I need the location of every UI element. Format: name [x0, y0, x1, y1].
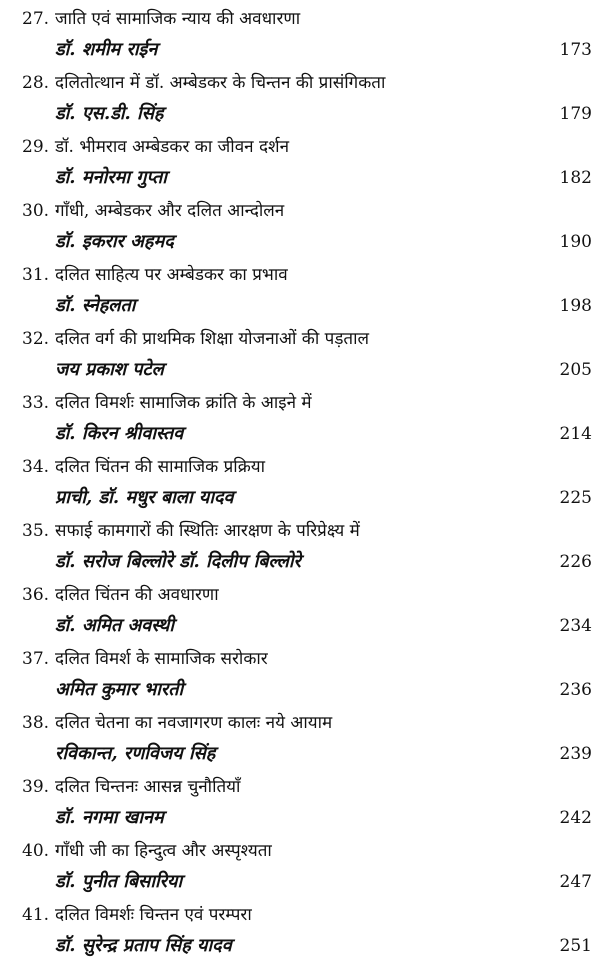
entry-number: 35. [22, 521, 50, 541]
entry-page-number: 247 [559, 872, 592, 892]
entry-author: डॉ. मनोरमा गुप्ता [55, 167, 167, 188]
toc-entry [0, 580, 600, 644]
entry-number: 40. [22, 841, 50, 861]
toc-entry [0, 708, 600, 772]
toc-entry [0, 516, 600, 580]
toc-entry [0, 452, 600, 516]
entry-page-number: 226 [559, 552, 592, 572]
entry-number: 28. [22, 73, 50, 93]
entry-number: 36. [22, 585, 50, 605]
entry-title-line [22, 132, 289, 162]
entry-title: दलित विमर्श के सामाजिक सरोकार [55, 649, 268, 669]
entry-title-line [22, 196, 284, 226]
entry-author: जय प्रकाश पटेल [55, 359, 164, 380]
entry-title: दलित चिन्तनः आसन्न चुनौतियाँ [55, 777, 241, 797]
entry-author: डॉ. नगमा खानम [55, 807, 164, 828]
toc-entry [0, 388, 600, 452]
entry-author: प्राची, डॉ. मधुर बाला यादव [55, 487, 234, 508]
entry-author: डॉ. एस.डी. सिंह [55, 103, 164, 124]
toc-entry [0, 4, 600, 68]
entry-title: दलित वर्ग की प्राथमिक शिक्षा योजनाओं की पड़ताल [55, 329, 370, 349]
entry-author: डॉ. स्नेहलता [55, 295, 136, 316]
entry-title: दलित विमर्शः चिन्तन एवं परम्परा [55, 905, 252, 925]
entry-title: दलित साहित्य पर अम्बेडकर का प्रभाव [55, 265, 288, 285]
entry-title-line [22, 772, 240, 802]
toc-entry [0, 900, 600, 964]
entry-number: 29. [22, 137, 50, 157]
toc-entry [0, 324, 600, 388]
toc-entry [0, 196, 600, 260]
toc-entry [0, 644, 600, 708]
entry-number: 38. [22, 713, 50, 733]
entry-title: गाँधी, अम्बेडकर और दलित आन्दोलन [55, 201, 285, 221]
entry-author: डॉ. किरन श्रीवास्तव [55, 423, 184, 444]
entry-author: डॉ. सरोज बिल्लोरे डॉ. दिलीप बिल्लोरे [55, 551, 301, 572]
entry-number: 34. [22, 457, 50, 477]
entry-page-number: 239 [559, 744, 592, 764]
entry-title-line [22, 388, 312, 418]
entry-author: डॉ. अमित अवस्थी [55, 615, 175, 636]
entry-number: 31. [22, 265, 50, 285]
entry-title-line [22, 644, 268, 674]
entry-title: सफाई कामगारों की स्थितिः आरक्षण के परिप्रेक्ष्य में [55, 521, 360, 541]
toc-entry [0, 260, 600, 324]
entry-number: 32. [22, 329, 50, 349]
entry-page-number: 198 [559, 296, 592, 316]
entry-title: डॉ. भीमराव अम्बेडकर का जीवन दर्शन [55, 137, 290, 157]
entry-title-line [22, 516, 360, 546]
entry-page-number: 236 [559, 680, 592, 700]
entry-page-number: 190 [559, 232, 592, 252]
entry-number: 27. [22, 9, 50, 29]
entry-page-number: 173 [559, 40, 592, 60]
entry-title-line [22, 68, 385, 98]
entry-title-line [22, 4, 300, 34]
entry-title-line [22, 452, 265, 482]
entry-author: रविकान्त, रणविजय सिंह [55, 743, 216, 764]
entry-number: 39. [22, 777, 50, 797]
entry-number: 30. [22, 201, 50, 221]
entry-title-line [22, 900, 252, 930]
entry-author: डॉ. शमीम राईन [55, 39, 158, 60]
entry-author: डॉ. इकरार अहमद [55, 231, 174, 252]
entry-title-line [22, 836, 272, 866]
entry-title-line [22, 260, 288, 290]
entry-author: अमित कुमार भारती [55, 679, 184, 700]
toc-entry [0, 836, 600, 900]
entry-page-number: 251 [559, 936, 592, 956]
entry-author: डॉ. सुरेन्द्र प्रताप सिंह यादव [55, 935, 232, 956]
entry-page-number: 205 [559, 360, 592, 380]
entry-page-number: 182 [559, 168, 592, 188]
entry-title: दलित चिंतन की अवधारणा [55, 585, 219, 605]
entry-title: दलित विमर्शः सामाजिक क्रांति के आइने में [55, 393, 312, 413]
entry-title: जाति एवं सामाजिक न्याय की अवधारणा [55, 9, 301, 29]
entry-title: दलित चेतना का नवजागरण कालः नये आयाम [55, 713, 333, 733]
entry-title: दलितोत्थान में डॉ. अम्बेडकर के चिन्तन की प्रासंगिकता [55, 73, 386, 93]
entry-title: गाँधी जी का हिन्दुत्व और अस्पृश्यता [55, 841, 272, 861]
entry-author: डॉ. पुनीत बिसारिया [55, 871, 183, 892]
entry-number: 41. [22, 905, 50, 925]
entry-number: 33. [22, 393, 50, 413]
entry-number: 37. [22, 649, 50, 669]
entry-title: दलित चिंतन की सामाजिक प्रक्रिया [55, 457, 266, 477]
entry-title-line [22, 708, 332, 738]
entry-title-line [22, 324, 369, 354]
entry-page-number: 225 [559, 488, 592, 508]
entry-title-line [22, 580, 219, 610]
entry-page-number: 242 [559, 808, 592, 828]
entry-page-number: 214 [559, 424, 592, 444]
entry-page-number: 234 [559, 616, 592, 636]
entry-page-number: 179 [559, 104, 592, 124]
toc-entry [0, 772, 600, 836]
toc-entry [0, 132, 600, 196]
toc-entry [0, 68, 600, 132]
